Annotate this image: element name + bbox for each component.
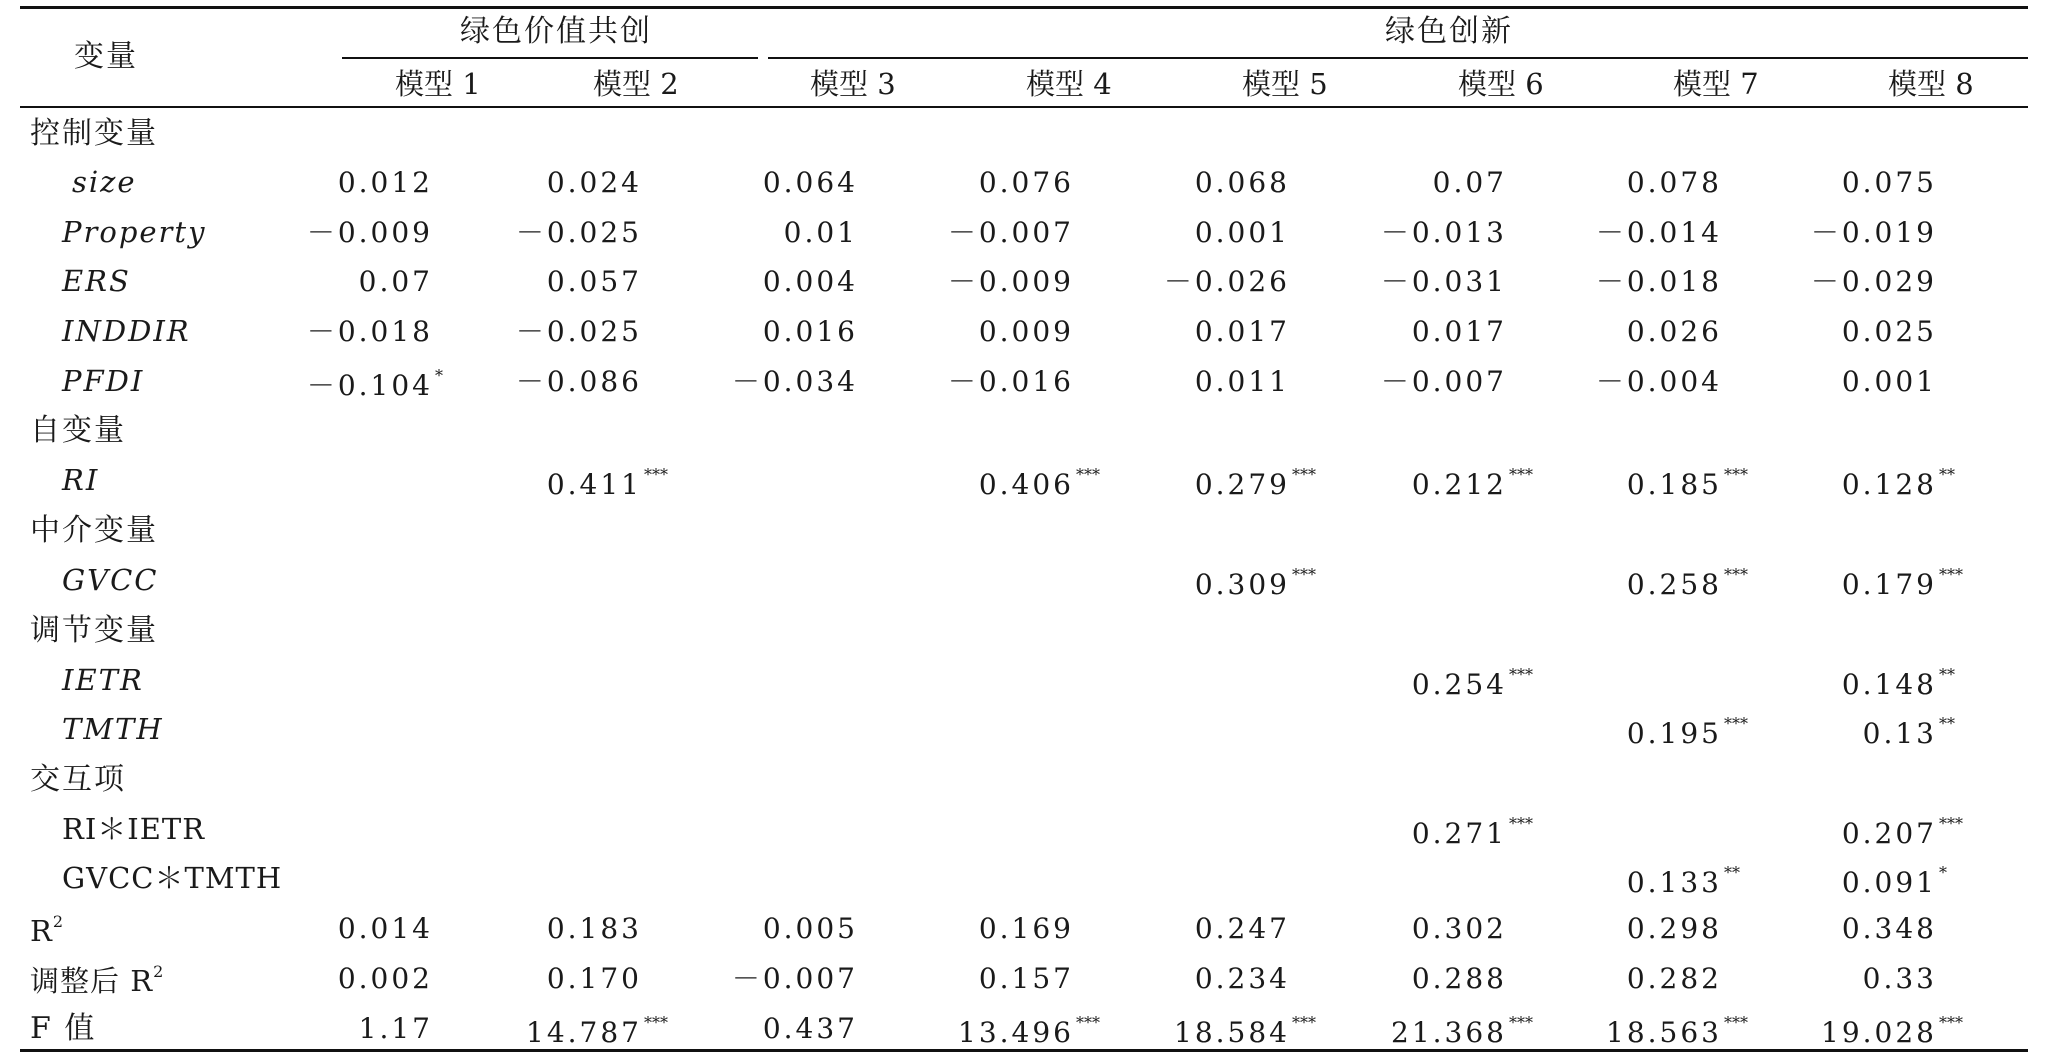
row-label-text: TMTH [62,712,164,746]
table-cell [1568,1015,1768,1047]
table-cell [1783,216,1983,249]
cell-value: －0.018 [306,315,433,348]
section-label-independent: 自变量 [30,413,126,448]
table-cell [1353,667,1553,699]
cell-value: 0.212 [1411,468,1507,501]
table-cell [1783,816,1983,848]
table-cell [920,912,1120,945]
table-cell [1136,166,1336,199]
row-label-superscript: 2 [52,912,65,931]
cell-value: 0.078 [1626,166,1722,199]
cell-value: 0.133 [1626,866,1722,899]
model-header: 模型 8 [1888,67,1974,101]
bottom-rule [20,1049,2028,1052]
cell-value: 0.001 [1841,365,1937,398]
cell-value: 0.076 [978,166,1074,199]
row-label [62,364,145,398]
cell-value: 0.183 [546,912,642,945]
table-cell [1353,265,1553,298]
row-label-text: INDDIR [62,314,191,348]
model-header: 模型 2 [593,67,679,101]
table-cell [1136,265,1336,298]
table-cell [1353,912,1553,945]
cell-value: －0.034 [731,365,858,398]
table-cell [1783,265,1983,298]
significance-marker: *** [1292,465,1316,484]
significance-marker: *** [1076,465,1100,484]
cell-value: －0.013 [1380,216,1507,249]
significance-marker: *** [1939,565,1963,584]
cell-value: 0.016 [762,315,858,348]
cell-value: －0.029 [1810,265,1937,298]
row-label [62,712,164,746]
cell-value: －0.018 [1595,265,1722,298]
table-cell [1353,816,1553,848]
cell-value: 19.028 [1821,1016,1937,1049]
cell-value: －0.007 [1380,365,1507,398]
cell-value: 0.075 [1841,166,1937,199]
cell-value: 0.169 [978,912,1074,945]
cell-value: 18.563 [1606,1016,1722,1049]
table-cell [1568,567,1768,599]
table-cell [920,467,1120,499]
cell-value: 0.07 [358,265,433,298]
cell-value: 0.185 [1626,468,1722,501]
table-cell [920,365,1120,398]
row-label [62,563,159,597]
cell-value: －0.104 [306,369,433,402]
significance-marker: *** [644,1013,668,1032]
section-label-mediator: 中介变量 [30,513,158,548]
row-label [72,165,137,199]
table-cell [1353,467,1553,499]
row-label-text: ERS [62,264,131,298]
row-label-text: RI [62,463,100,497]
cell-value: 0.411 [546,468,642,501]
table-cell [1136,912,1336,945]
row-label [62,264,131,298]
row-label-text: PFDI [62,364,145,398]
cell-value: 0.004 [762,265,858,298]
model-header: 模型 7 [1673,67,1759,101]
table-cell [1353,166,1553,199]
cell-value: 0.179 [1841,568,1937,601]
row-label [62,215,207,249]
table-cell [704,1012,904,1045]
table-cell [1783,166,1983,199]
significance-marker: ** [1939,665,1955,684]
cell-value: 0.234 [1194,962,1290,995]
table-cell [488,216,688,249]
table-cell [488,265,688,298]
cell-value: 0.005 [762,912,858,945]
cell-value: 0.207 [1841,817,1937,850]
table-cell [920,166,1120,199]
table-cell [920,265,1120,298]
cell-value: 0.254 [1411,668,1507,701]
cell-value: 21.368 [1391,1016,1507,1049]
table-cell [1136,567,1336,599]
row-label-text: size [72,165,137,199]
table-cell [920,962,1120,995]
significance-marker: *** [1939,1013,1963,1032]
table-cell [704,962,904,995]
row-label [62,812,206,846]
table-cell [1136,467,1336,499]
table-cell [704,216,904,249]
row-label-text: Property [62,215,207,249]
group-rule-right [768,57,2028,59]
table-cell [1568,216,1768,249]
table-cell [1568,716,1768,748]
significance-marker: ** [1939,465,1955,484]
table-cell [1783,1015,1983,1047]
table-cell [279,368,479,400]
cell-value: 0.068 [1194,166,1290,199]
group-header-gvcc: 绿色价值共创 [460,14,652,49]
table-cell [1783,865,1983,897]
table-cell [1353,216,1553,249]
cell-value: 0.024 [546,166,642,199]
cell-value: 0.271 [1411,817,1507,850]
table-cell [1783,467,1983,499]
significance-marker: * [1939,863,1947,882]
table-cell [488,365,688,398]
table-cell [1568,912,1768,945]
cell-value: －0.026 [1163,265,1290,298]
table-cell [1136,962,1336,995]
table-cell [1136,315,1336,348]
table-cell [488,912,688,945]
row-label [30,914,64,946]
table-cell [279,166,479,199]
table-cell [1353,315,1553,348]
table-cell [1136,1015,1336,1047]
cell-value: －0.025 [515,315,642,348]
cell-value: 0.011 [1194,365,1290,398]
table-cell [488,962,688,995]
cell-value: －0.031 [1380,265,1507,298]
table-cell [1568,467,1768,499]
group-header-green-innovation: 绿色创新 [1385,14,1513,49]
cell-value: －0.019 [1810,216,1937,249]
table-cell [1568,166,1768,199]
cell-value: 0.170 [546,962,642,995]
cell-value: 0.07 [1432,166,1507,199]
table-cell [1783,912,1983,945]
table-cell [920,1015,1120,1047]
table-cell [1353,962,1553,995]
cell-value: －0.007 [947,216,1074,249]
table-cell [704,265,904,298]
table-cell [1136,216,1336,249]
table-cell [488,1015,688,1047]
cell-value: 0.247 [1194,912,1290,945]
table-cell [1783,365,1983,398]
row-label [62,663,144,697]
significance-marker: *** [1939,814,1963,833]
cell-value: －0.009 [306,216,433,249]
cell-value: 0.406 [978,468,1074,501]
table-cell [1783,962,1983,995]
row-label-text: RI＊IETR [62,812,206,846]
row-label-text: GVCC＊TMTH [62,861,283,895]
cell-value: －0.009 [947,265,1074,298]
cell-value: －0.004 [1595,365,1722,398]
table-cell [488,166,688,199]
group-rule-left [342,57,758,59]
section-label-interaction: 交互项 [30,762,126,797]
cell-value: 0.002 [337,962,433,995]
table-cell [279,962,479,995]
cell-value: 0.437 [762,1012,858,1045]
significance-marker: *** [1509,1013,1533,1032]
cell-value: 14.787 [526,1016,642,1049]
table-cell [920,216,1120,249]
table-cell [1353,365,1553,398]
table-cell [1783,667,1983,699]
cell-value: －0.014 [1595,216,1722,249]
table-cell [1353,1015,1553,1047]
row-label-text: F 值 [30,1011,97,1046]
row-label [30,964,164,996]
top-rule [20,6,2028,9]
significance-marker: * [435,366,443,385]
table-cell [704,166,904,199]
cell-value: 0.017 [1194,315,1290,348]
table-cell [488,315,688,348]
row-label [62,463,100,497]
table-cell [704,912,904,945]
table-cell [920,315,1120,348]
table-cell [1783,567,1983,599]
row-label [30,1011,97,1046]
cell-value: 0.298 [1626,912,1722,945]
cell-value: －0.007 [731,962,858,995]
table-cell [1568,865,1768,897]
row-label [62,314,191,348]
cell-value: 0.091 [1841,866,1937,899]
cell-value: 0.282 [1626,962,1722,995]
cell-value: 0.258 [1626,568,1722,601]
cell-value: 0.288 [1411,962,1507,995]
row-label [62,861,283,895]
significance-marker: *** [1509,665,1533,684]
cell-value: 13.496 [958,1016,1074,1049]
cell-value: 0.302 [1411,912,1507,945]
section-label-moderator: 调节变量 [30,613,158,648]
section-label-controls: 控制变量 [30,116,158,151]
corner-header: 变量 [74,39,138,74]
model-header: 模型 1 [395,67,481,101]
cell-value: 1.17 [358,1012,433,1045]
table-cell [1568,265,1768,298]
cell-value: －0.086 [515,365,642,398]
cell-value: 0.064 [762,166,858,199]
table-cell [1136,365,1336,398]
cell-value: －0.025 [515,216,642,249]
row-label-text: R [30,914,53,948]
cell-value: 0.009 [978,315,1074,348]
cell-value: 18.584 [1174,1016,1290,1049]
table-cell [279,912,479,945]
table-cell [704,315,904,348]
table-cell [1568,962,1768,995]
cell-value: 0.148 [1841,668,1937,701]
cell-value: 0.017 [1411,315,1507,348]
cell-value: 0.001 [1194,216,1290,249]
cell-value: 0.157 [978,962,1074,995]
row-label-text: IETR [62,663,144,697]
table-cell [1568,365,1768,398]
row-label-text: 调整后 R [30,964,154,998]
significance-marker: *** [1724,1013,1748,1032]
table-cell [1783,716,1983,748]
significance-marker: *** [1724,714,1748,733]
cell-value: 0.348 [1841,912,1937,945]
cell-value: 0.014 [337,912,433,945]
significance-marker: *** [1724,565,1748,584]
row-label-superscript: 2 [153,962,165,981]
table-cell [279,216,479,249]
table-cell [488,467,688,499]
model-header: 模型 4 [1026,67,1112,101]
cell-value: 0.128 [1841,468,1937,501]
significance-marker: *** [1292,565,1316,584]
cell-value: 0.025 [1841,315,1937,348]
cell-value: 0.13 [1862,717,1937,750]
significance-marker: *** [1292,1013,1316,1032]
cell-value: 0.195 [1626,717,1722,750]
cell-value: 0.026 [1626,315,1722,348]
model-header: 模型 5 [1242,67,1328,101]
significance-marker: ** [1724,863,1740,882]
header-bottom-rule [20,106,2028,108]
model-header: 模型 3 [810,67,896,101]
table-cell [279,1012,479,1045]
significance-marker: *** [1509,465,1533,484]
row-label-text: GVCC [62,563,159,597]
cell-value: 0.057 [546,265,642,298]
cell-value: 0.33 [1862,962,1937,995]
significance-marker: *** [644,465,668,484]
table-cell [1783,315,1983,348]
cell-value: 0.012 [337,166,433,199]
significance-marker: *** [1509,814,1533,833]
table-cell [279,315,479,348]
table-cell [704,365,904,398]
significance-marker: *** [1724,465,1748,484]
cell-value: －0.016 [947,365,1074,398]
significance-marker: ** [1939,714,1955,733]
table-cell [279,265,479,298]
cell-value: 0.279 [1194,468,1290,501]
significance-marker: *** [1076,1013,1100,1032]
model-header: 模型 6 [1458,67,1544,101]
table-cell [1568,315,1768,348]
cell-value: 0.01 [783,216,858,249]
cell-value: 0.309 [1194,568,1290,601]
